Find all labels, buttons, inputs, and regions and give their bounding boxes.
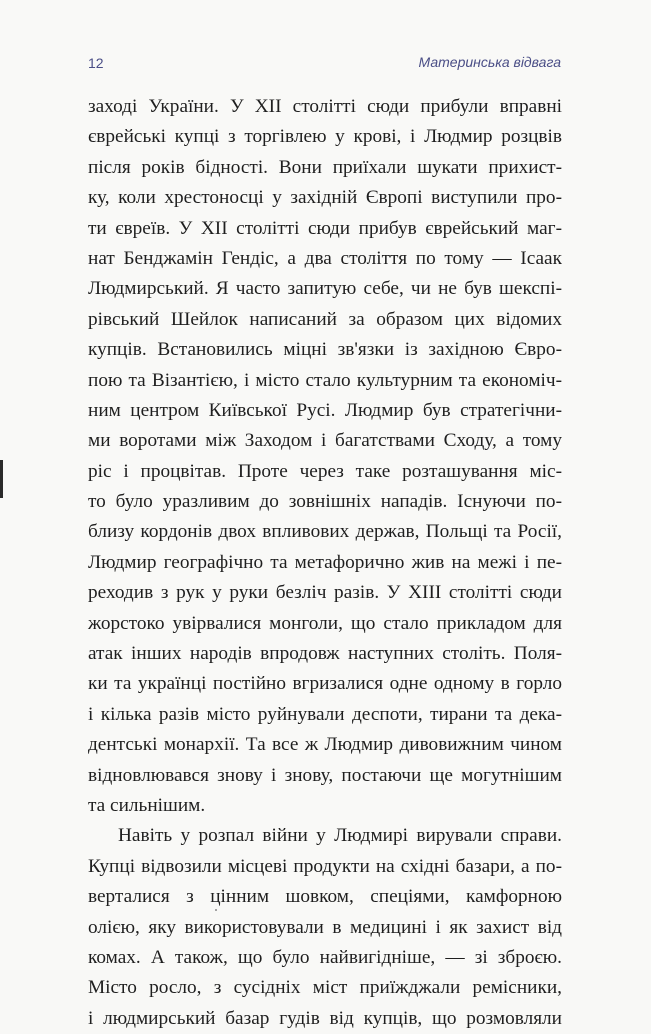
text-line: Людмирський. Я часто запитую себе, чи не був шекспі- (88, 278, 562, 300)
text-line: дентські монархії. Та все ж Людмир дивовижним чином (88, 734, 562, 756)
text-line: єврейські купці з торгівлею у крові, і Людмир розцвів (88, 126, 562, 148)
text-line: то було уразливим до зовнішніх нападів. Існуючи по- (88, 491, 562, 513)
scan-edge-mark (0, 460, 3, 498)
text-line: близу кордонів двох впливових держав, Польщі та Росії, (88, 521, 562, 543)
text-line: заході України. У XII столітті сюди прибули вправні (88, 96, 562, 117)
text-line: ми воротами між Заходом і багатствами Сходу, а тому (88, 430, 562, 452)
text-line: і людмирський базар гудів від купців, що розмовляли (88, 1007, 562, 1029)
text-line: ку, коли хрестоносці у західній Європі виступили про- (88, 187, 562, 209)
text-line: та сильнішим. (88, 794, 206, 816)
text-line: після років бідності. Вони приїхали шукати прихист- (88, 156, 562, 178)
text-line: верталися з цінним шовком, спеціями, камфорною (88, 886, 562, 908)
text-line: Навіть у розпал війни у Людмирі вирували справи. (118, 825, 562, 847)
text-line: ти євреїв. У XII столітті сюди прибув єврейський маг- (88, 217, 562, 239)
text-line: олією, яку використовували в медицині і як захист від (88, 916, 562, 938)
text-line: ки та українці постійно вгризалися одне одному в горло (88, 673, 562, 695)
text-line: Купці відвозили місцеві продукти на східні базари, а по- (88, 855, 562, 877)
text-line: Місто росло, з сусідніх міст приїжджали ремісники, (88, 977, 562, 999)
text-line: нат Бенджамін Гендіс, а два століття по тому — Ісаак (88, 247, 562, 269)
text-line: реходив з рук у руки безліч разів. У XIII столітті сюди (88, 582, 562, 604)
text-line: ним центром Київської Русі. Людмир був стратегічни- (88, 399, 562, 421)
text-line: комах. А також, що було найвигідніше, — зі зброєю. (88, 946, 562, 968)
text-line: атак інших народів впродовж наступних століть. Поля- (88, 643, 562, 665)
body-text (88, 92, 562, 1034)
scan-speck (215, 909, 217, 911)
paragraph-2 (88, 821, 562, 1034)
page-number: 12 (88, 55, 104, 71)
text-line: відновлювався знову і знову, постаючи ще могутнішим (88, 764, 562, 786)
text-line: рівський Шейлок написаний за образом цих відомих (88, 308, 562, 330)
text-line: ріс і процвітав. Проте через таке розташування міс- (88, 460, 562, 482)
text-line: і кілька разів місто руйнували деспоти, тирани та дека- (88, 703, 562, 725)
paragraph-1 (88, 92, 562, 821)
text-line: жорстоко увірвалися монголи, що стало прикладом для (88, 612, 562, 634)
text-line: Людмир географічно та метафорично жив на межі і пе- (88, 551, 562, 573)
text-line: пою та Візантією, і місто стало культурним та економіч- (88, 369, 562, 391)
text-line: купців. Встановились міцні зв'язки із західною Євро- (88, 339, 562, 361)
running-title: Материнська відвага (418, 54, 561, 70)
